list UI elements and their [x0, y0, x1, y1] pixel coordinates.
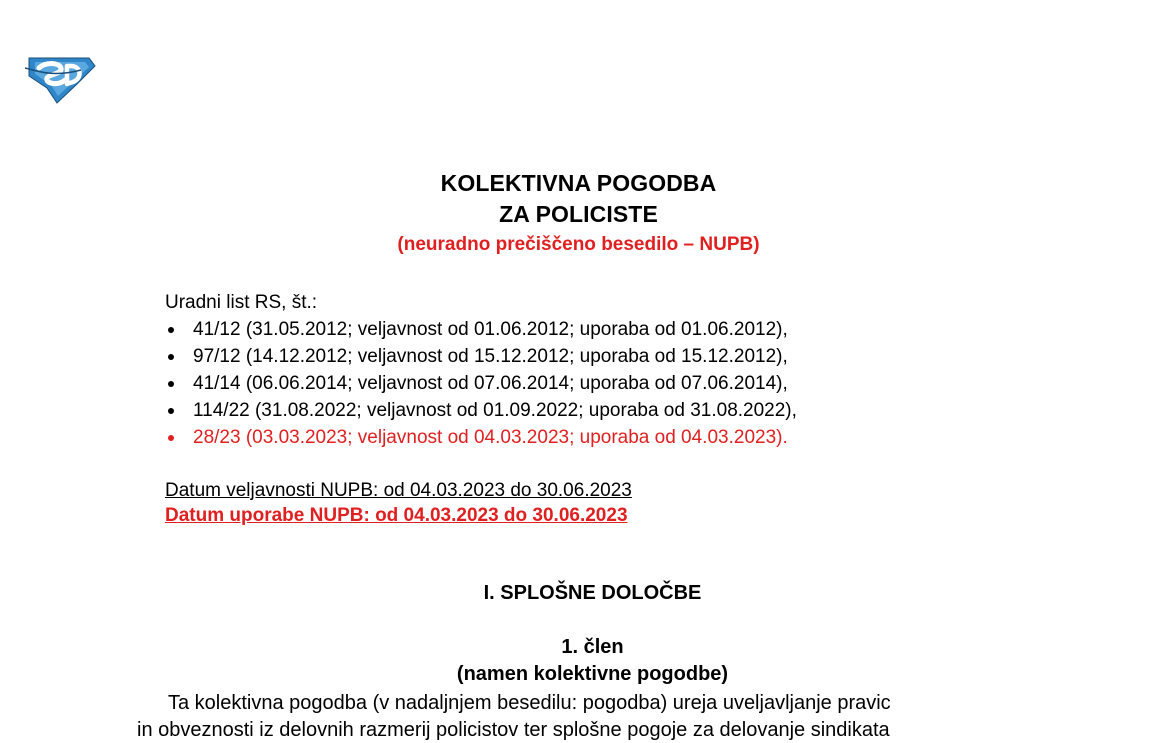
bullet-icon: [168, 408, 174, 414]
gazette-entry-text: 41/14 (06.06.2014; veljavnost od 07.06.2014; uporaba od 07.06.2014),: [193, 373, 788, 394]
gazette-entry-latest: [165, 424, 797, 451]
gazette-entry: [165, 343, 797, 370]
validity-line: Datum veljavnosti NUPB: od 04.03.2023 do 30.06.2023: [165, 480, 632, 501]
bullet-icon: [168, 327, 174, 333]
validity-dates: [165, 478, 632, 528]
document-title-line2: ZA POLICISTE: [499, 201, 658, 227]
gazette-entry-text: 114/22 (31.08.2022; veljavnost od 01.09.2022; uporaba od 31.08.2022),: [193, 400, 797, 421]
gazette-entry-text: 97/12 (14.12.2012; veljavnost od 15.12.2012; uporaba od 15.12.2012),: [193, 346, 788, 367]
gazette-entry-text: 41/12 (31.05.2012; veljavnost od 01.06.2012; uporaba od 01.06.2012),: [193, 319, 788, 340]
article-title: (namen kolektivne pogodbe): [456, 663, 729, 685]
gazette-entry: [165, 397, 797, 424]
article-number: 1. člen: [561, 636, 624, 658]
document-subtitle: (neuradno prečiščeno besedilo – NUPB): [397, 234, 760, 255]
body-paragraph-line: Ta kolektivna pogodba (v nadaljnjem besedilu: pogodba) ureja uveljavljanje pravic: [168, 692, 891, 714]
article-body: [137, 690, 1037, 743]
section-heading: I. SPLOŠNE DOLOČBE: [483, 582, 702, 604]
document-title-line1: KOLEKTIVNA POGODBA: [440, 170, 717, 196]
gazette-entry: [165, 316, 797, 343]
gazette-intro: Uradni list RS, št.:: [165, 292, 318, 313]
bullet-icon: [168, 381, 174, 387]
bullet-icon: [168, 435, 174, 441]
gazette-references: [165, 289, 797, 451]
gazette-entry-text: 28/23 (03.03.2023; veljavnost od 04.03.2023; uporaba od 04.03.2023).: [193, 427, 788, 448]
police-union-shield-logo-icon: [21, 48, 97, 104]
bullet-icon: [168, 354, 174, 360]
body-paragraph-line: in obveznosti iz delovnih razmerij policistov ter splošne pogoje za delovanje sindikata: [137, 719, 890, 741]
gazette-entry: [165, 370, 797, 397]
gazette-entries-list: [165, 316, 797, 451]
use-line: Datum uporabe NUPB: od 04.03.2023 do 30.06.2023: [165, 505, 628, 526]
